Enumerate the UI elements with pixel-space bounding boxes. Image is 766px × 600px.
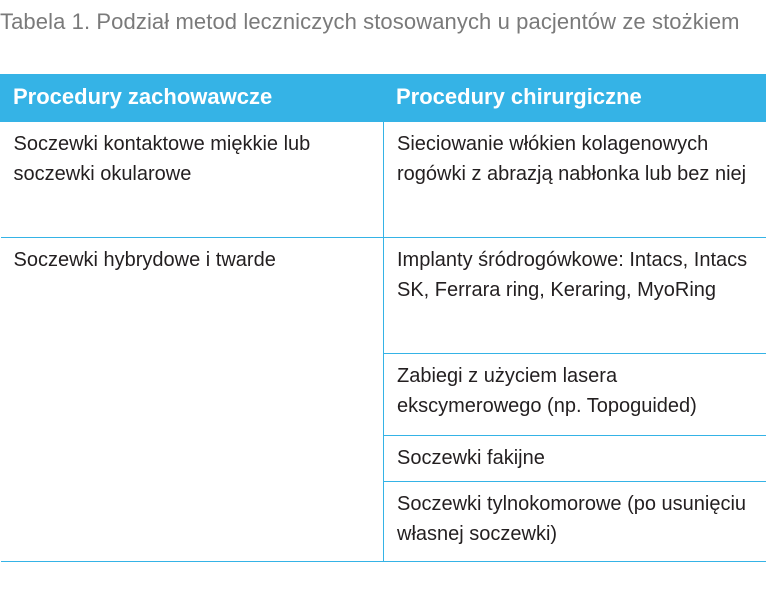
- surgical-cell: Zabiegi z użyciem lasera ekscymerowego (np. Topoguided): [384, 353, 766, 435]
- treatment-methods-table: [0, 74, 766, 562]
- conservative-cell: Soczewki kontaktowe miękkie lub soczewki okularowe: [1, 121, 384, 237]
- table-caption: Tabela 1. Podział metod leczniczych stosowanych u pacjentów ze stożkiem: [0, 9, 740, 34]
- surgical-cell: Implanty śródrogówkowe: Intacs, Intacs SK, Ferrara ring, Keraring, MyoRing: [384, 237, 766, 353]
- surgical-cell: Soczewki tylnokomorowe (po usunięciu własnej soczewki): [384, 481, 766, 561]
- table-header-row: [1, 74, 766, 121]
- header-conservative: Procedury zachowawcze: [1, 74, 384, 121]
- conservative-cell: Soczewki hybrydowe i twarde: [1, 237, 384, 561]
- table-row: [1, 121, 766, 237]
- surgical-cell: Soczewki fakijne: [384, 435, 766, 481]
- surgical-cell: Sieciowanie włókien kolagenowych rogówki z abrazją nabłonka lub bez niej: [384, 121, 766, 237]
- header-surgical: Procedury chirurgiczne: [384, 74, 766, 121]
- table-row: [1, 237, 766, 353]
